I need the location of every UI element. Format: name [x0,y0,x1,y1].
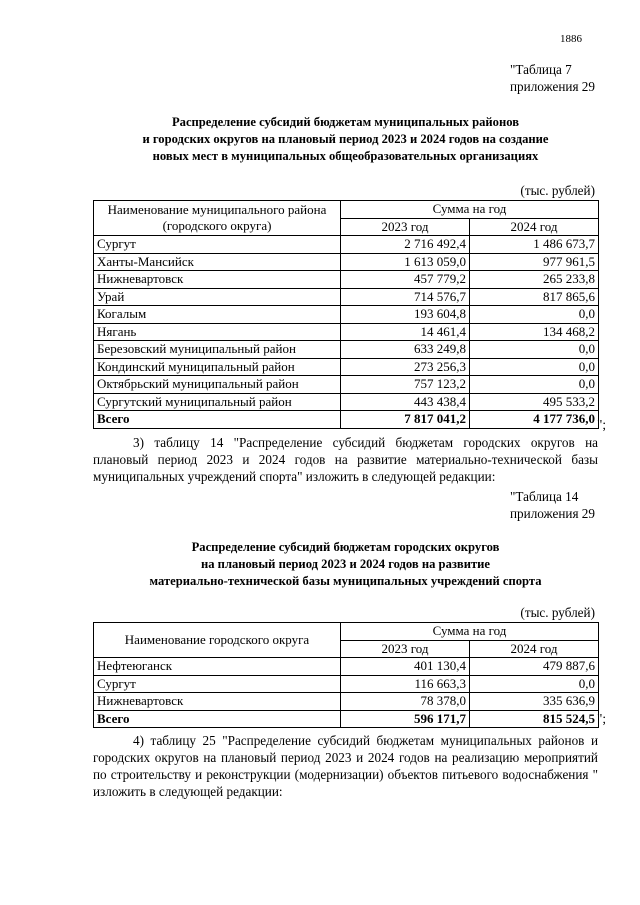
table7-header-sum: Сумма на год [341,201,599,219]
row-name: Урай [94,288,341,306]
row-2023: 2 716 492,4 [341,236,470,254]
total-2023: 7 817 041,2 [341,411,470,429]
table-row [94,236,599,254]
table7-header-2024: 2024 год [470,218,599,236]
row-2024: 479 887,6 [470,658,599,676]
row-2024: 0,0 [470,358,599,376]
table7 [93,200,599,429]
table7-title-line1: Распределение субсидий бюджетам муниципальных районов [171,115,520,129]
total-name: Всего [94,710,341,728]
row-name: Сургутский муниципальный район [94,393,341,411]
row-name: Нефтеюганск [94,658,341,676]
table14-closing-quote: "; [597,711,607,726]
table14-header-2024: 2024 год [470,640,599,658]
row-2023: 14 461,4 [341,323,470,341]
paragraph-3: 3) таблицу 14 "Распределение субсидий бюджетам городских округов на плановый период 2023 и 2024 годов на развитие материально-технической базы муниципальных учреждений спорта" изложить в следующей редакции: [93,435,598,484]
row-name: Нижневартовск [94,271,341,289]
row-2024: 0,0 [470,376,599,394]
row-2023: 273 256,3 [341,358,470,376]
total-2023: 596 171,7 [341,710,470,728]
row-2024: 134 468,2 [470,323,599,341]
table-row [94,323,599,341]
table14 [93,622,599,728]
row-2023: 116 663,3 [341,675,470,693]
table7-closing-quote: "; [597,417,607,432]
table-row [94,271,599,289]
table7-title [88,114,603,165]
row-2024: 977 961,5 [470,253,599,271]
table7-units: (тыс. рублей) [520,183,595,198]
table-row [94,658,599,676]
page-number: 1886 [560,33,582,45]
row-name: Нижневартовск [94,693,341,711]
table7-reference-line2: приложения 29 [509,79,595,94]
table-row [94,393,599,411]
total-2024: 4 177 736,0 [470,411,599,429]
table14-title-line2: на плановый период 2023 и 2024 годов на развитие [200,557,491,571]
row-2023: 193 604,8 [341,306,470,324]
row-2023: 714 576,7 [341,288,470,306]
row-name: Сургут [94,675,341,693]
table14-title-line3: материально-технической базы муниципальных учреждений спорта [149,574,542,588]
table-row [94,675,599,693]
row-2024: 1 486 673,7 [470,236,599,254]
row-2024: 0,0 [470,306,599,324]
table14-header-2023: 2023 год [341,640,470,658]
table-row [94,376,599,394]
table14-reference-line2: приложения 29 [509,506,595,521]
table-row [94,288,599,306]
table7-header-2023: 2023 год [341,218,470,236]
table-row [94,693,599,711]
row-2023: 757 123,2 [341,376,470,394]
row-2023: 1 613 059,0 [341,253,470,271]
table14-reference-line1: "Таблица 14 [509,489,579,504]
row-2023: 457 779,2 [341,271,470,289]
row-2024: 335 636,9 [470,693,599,711]
table7-reference [510,61,595,95]
total-2024: 815 524,5 [470,710,599,728]
row-name: Сургут [94,236,341,254]
table-total-row [94,710,599,728]
row-name: Когалым [94,306,341,324]
row-2023: 633 249,8 [341,341,470,359]
table-row [94,253,599,271]
table-total-row [94,411,599,429]
table14-units: (тыс. рублей) [520,605,595,620]
row-2023: 401 130,4 [341,658,470,676]
table7-header-name: Наименование муниципального района (городского округа) [94,201,341,236]
table14-title [88,539,603,590]
row-name: Березовский муниципальный район [94,341,341,359]
row-2023: 443 438,4 [341,393,470,411]
table14-title-line1: Распределение субсидий бюджетам городских округов [191,540,500,554]
row-2024: 0,0 [470,341,599,359]
table-row [94,306,599,324]
row-2024: 495 533,2 [470,393,599,411]
table14-header-name: Наименование городского округа [94,623,341,658]
table14-reference [510,488,595,522]
row-2023: 78 378,0 [341,693,470,711]
table7-title-line2: и городских округов на плановый период 2023 и 2024 годов на создание [142,132,549,146]
table7-title-line3: новых мест в муниципальных общеобразовательных организациях [152,149,539,163]
row-name: Нягань [94,323,341,341]
paragraph-4: 4) таблицу 25 "Распределение субсидий бюджетам муниципальных районов и городских округов на плановый период 2023 и 2024 годов на реализацию мероприятий по строительству и реконструкции (модернизации) объектов питьевого водоснабжения " изложить в следующей редакции: [93,733,598,799]
table14-header-sum: Сумма на год [341,623,599,641]
table-row [94,341,599,359]
row-2024: 0,0 [470,675,599,693]
table-row [94,358,599,376]
row-2024: 817 865,6 [470,288,599,306]
row-2024: 265 233,8 [470,271,599,289]
row-name: Кондинский муниципальный район [94,358,341,376]
row-name: Октябрьский муниципальный район [94,376,341,394]
total-name: Всего [94,411,341,429]
table7-reference-line1: "Таблица 7 [509,62,572,77]
row-name: Ханты-Мансийск [94,253,341,271]
